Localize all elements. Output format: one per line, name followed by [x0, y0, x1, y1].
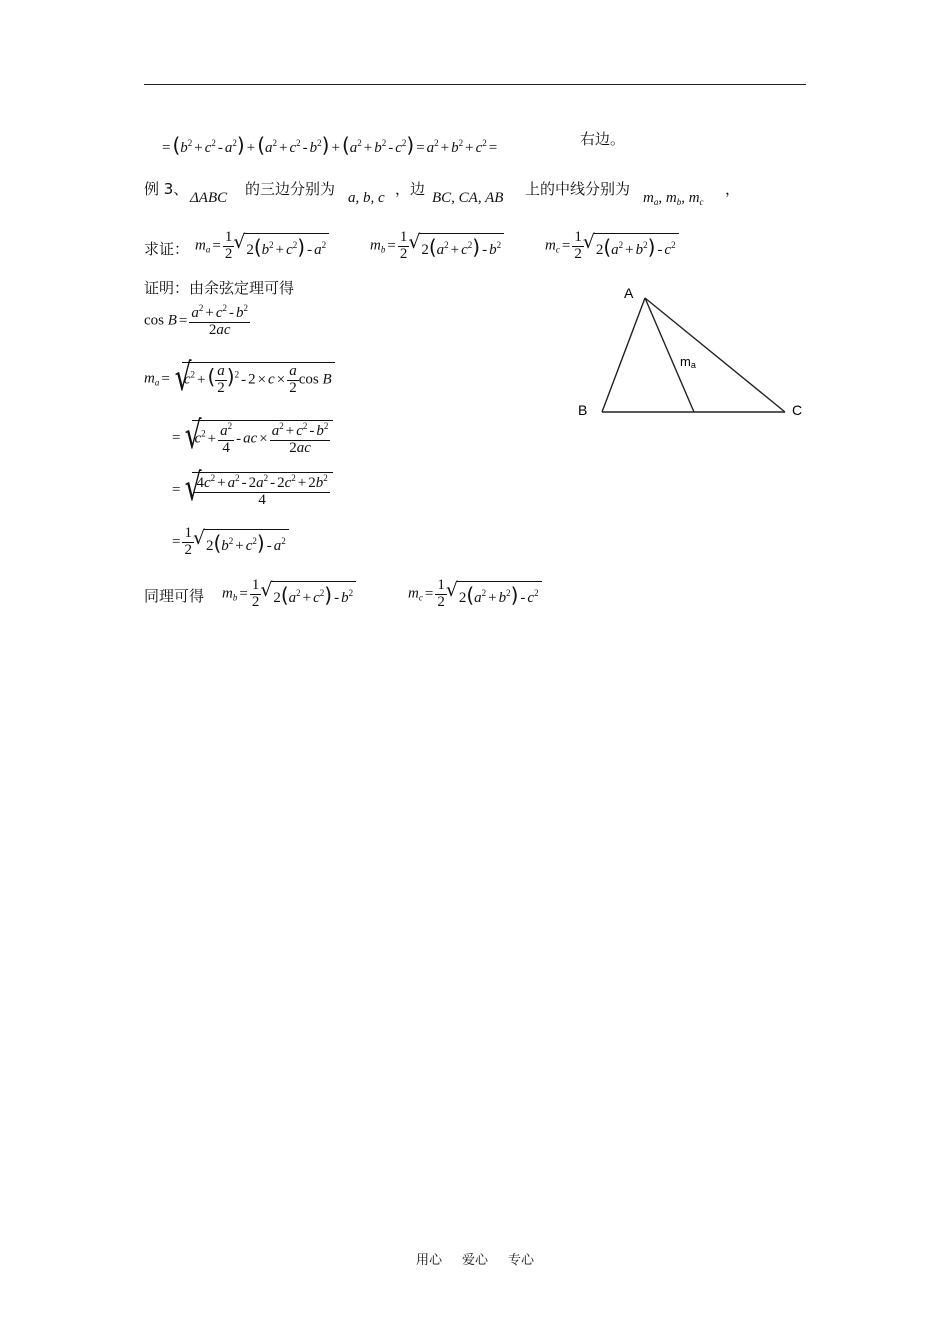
triangle-figure	[570, 280, 810, 425]
median-label: ma	[680, 354, 696, 370]
header-rule	[144, 84, 806, 85]
vertex-b-label: B	[578, 402, 588, 418]
ma-step-3: = √ $\frac{4c^2 + a^2 - 2a^2 - 2c^2 + 2b^2}{4}$	[170, 472, 333, 509]
expansion-line: = $(b^2 + c^2 - a^2) + (a^2 + c^2 - b^2) + (a^2 + b^2 - c^2) = a^2 + b^2 + c^2$ =	[162, 133, 498, 157]
vertex-c-label: C	[792, 402, 803, 418]
similar-label: 同理可得	[144, 587, 205, 605]
claim-mc: $m_c$ = $\frac{1}{2}$ √ $2(a^2 + b^2) - c^2$	[545, 230, 679, 263]
proof-label: 证明：由余弦定理可得	[144, 279, 295, 297]
ma-step-2: =√ $c^2$ + $\frac{a^2}{4}$ - ac × $\frac{a^2 + c^2 - b^2}{2ac}$	[170, 420, 333, 457]
footer-word-3: 专心	[508, 1253, 535, 1268]
example-label: 例 3、	[144, 180, 189, 198]
claim-mb: $m_b$ = $\frac{1}{2}$ √ $2(a^2 + c^2) - b^2$	[370, 230, 504, 263]
result-mc: $m_c$ = $\frac{1}{2}$ √ $2(a^2 + b^2) - c^2$	[408, 578, 542, 611]
side-ab	[602, 298, 645, 412]
page-footer	[0, 1249, 950, 1268]
triangle-symbol: ΔABC	[190, 190, 228, 206]
example-text-2: ，边	[395, 180, 426, 198]
sides-abc: a, b, c	[348, 190, 385, 206]
vertex-a-label: A	[624, 285, 634, 301]
cos-b-formula: cos B = $\frac{a^2 + c^2 - b^2}{2ac}$	[144, 303, 249, 338]
ma-step-4: = $\frac{1}{2}$ √ $2(b^2 + c^2) - a^2$	[170, 526, 289, 559]
result-mb: $m_b$ = $\frac{1}{2}$ √ $2(a^2 + c^2) - b^2$	[222, 578, 356, 611]
right-side-text: 右边。	[580, 130, 626, 148]
example-text-1: 的三边分别为	[245, 180, 336, 198]
example-comma: ，	[725, 180, 741, 198]
example-text-3: 上的中线分别为	[525, 180, 631, 198]
prove-label: 求证：	[144, 240, 190, 258]
side-ac	[645, 298, 785, 412]
edges-list: BC, CA, AB	[432, 190, 504, 206]
ma-step-1: $m_a$ =√ $c^2$ + ( $\frac{a}{2}$ )$^2$ - 2 × c × $\frac{a}{2}$ cos B	[144, 362, 335, 397]
medians-list: $m_a$, $m_b$, $m_c$	[643, 190, 704, 207]
footer-word-2: 爱心	[461, 1253, 488, 1268]
footer-word-1: 用心	[415, 1253, 442, 1268]
claim-ma: $m_a$ = $\frac{1}{2}$ √ $2(b^2 + c^2) - a^2$	[195, 230, 329, 263]
